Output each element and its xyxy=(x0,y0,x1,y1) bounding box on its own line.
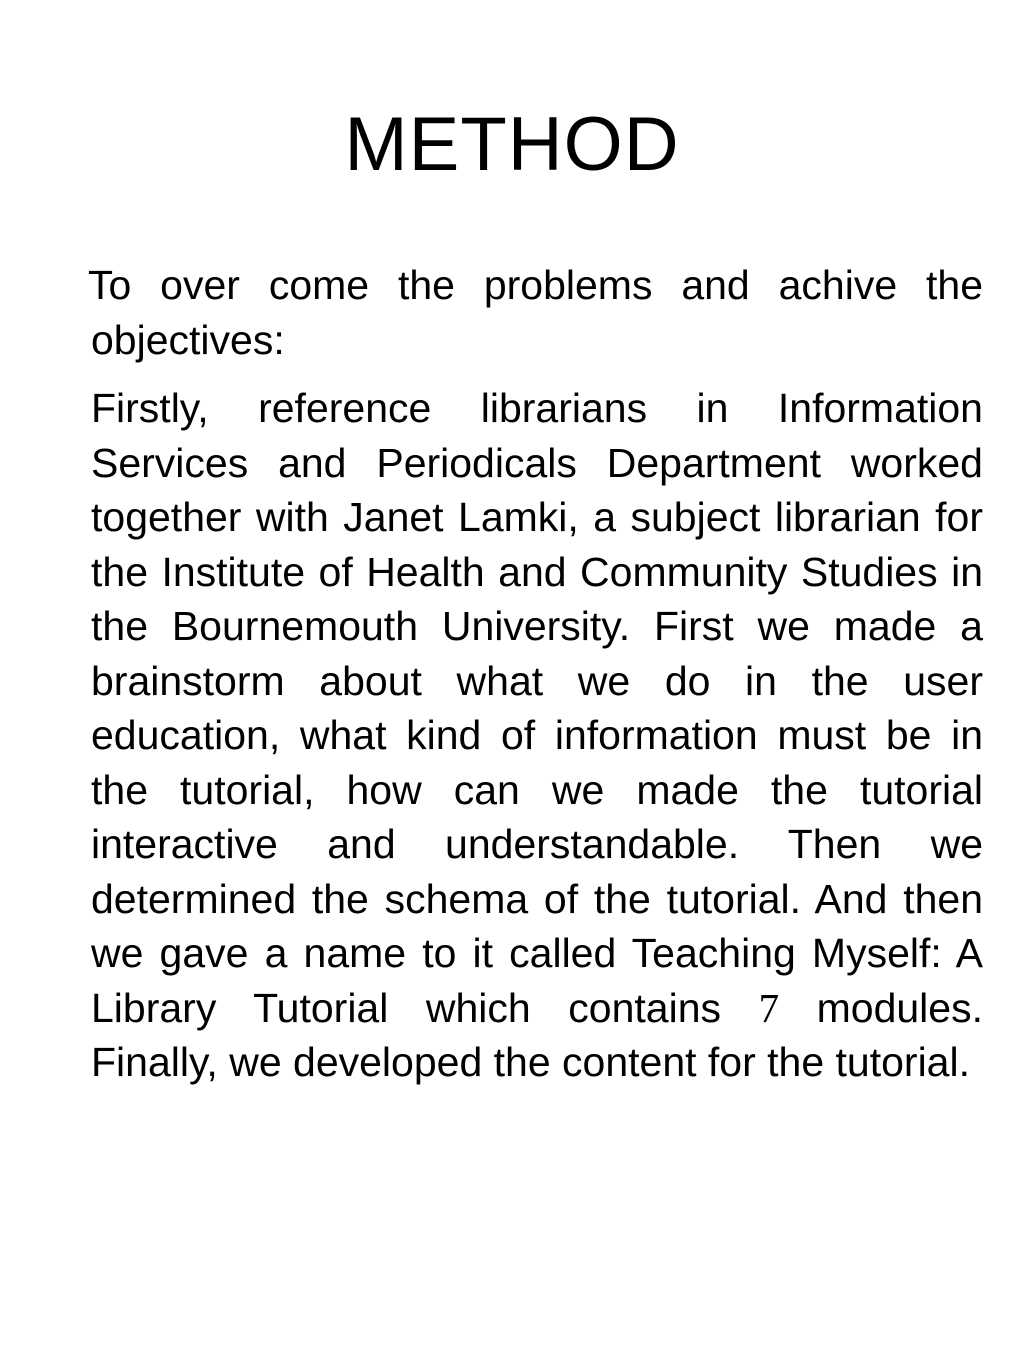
slide-body xyxy=(88,258,983,1090)
method-text-start: Firstly, reference librarians in Information Services and Periodicals Department worked together with Janet Lamki, a subject librarian for the Institute of Health and Community Studies in the Bournemouth University. First we made a brainstorm about what we do in the user education, what kind of information must be in the tutorial, how can we made the tutorial interactive and understandable. Then we determined the schema of the tutorial. And then we gave a name to it called Teaching Myself: A Library Tutorial which contains xyxy=(91,385,983,1031)
slide-title: METHOD xyxy=(344,102,680,187)
intro-paragraph: To over come the problems and achive the objectives: xyxy=(88,262,983,363)
method-text-end: modules. Finally, we developed the content for the tutorial. xyxy=(91,984,983,1085)
method-paragraph xyxy=(91,381,983,1090)
module-count: 7 xyxy=(758,984,780,1031)
